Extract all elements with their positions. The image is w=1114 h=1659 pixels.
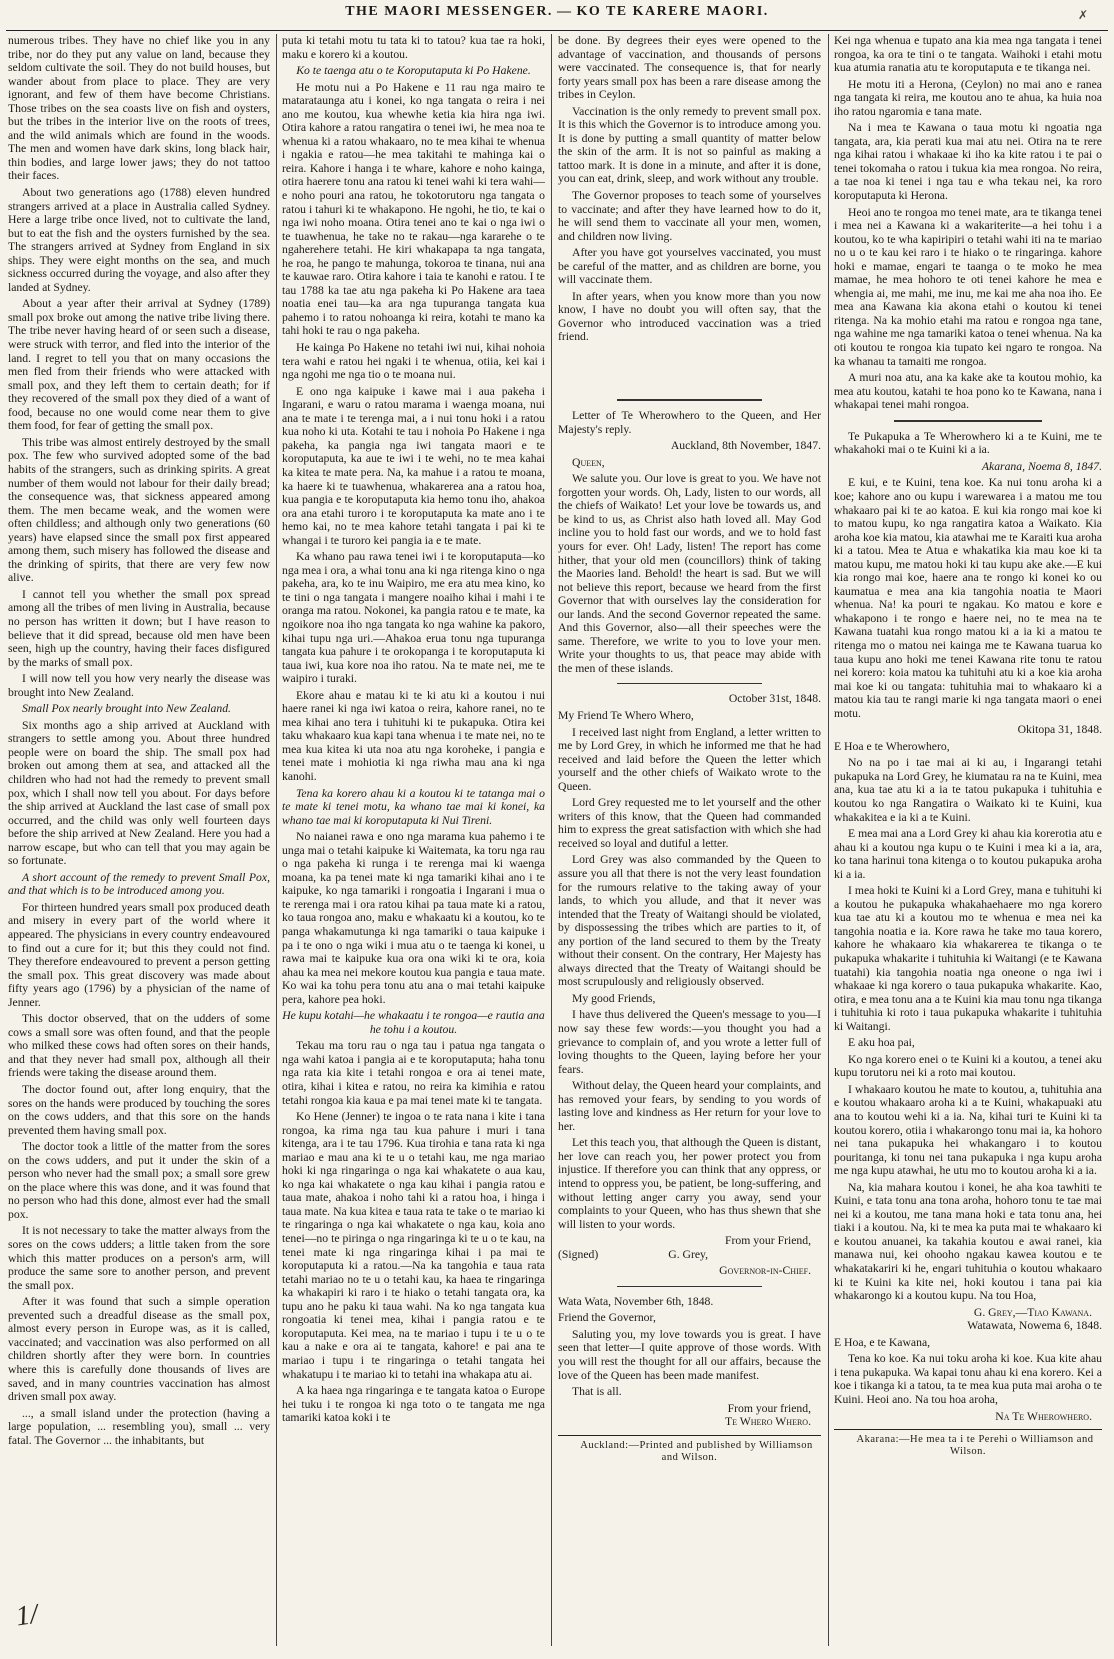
letter-date: Wata Wata, November 6th, 1848. [558,1294,714,1308]
letter-paragraph: Lord Grey requested me to let yourself and the other writers of this know, that the Queen had commanded him to express the great satisfaction with which she had received so loyal and dutiful a letter. [558,796,821,850]
article-paragraph: Heoi ano te rongoa mo tenei mate, ara te tikanga tenei i mea nei a Kawana ki a wakariterite—a hei tohu i a koutou, ko te wha kapiripiri o tetahi wahi iti na te mariao no u o te kau kei raro i te hiako o te ringaringa. kahore hoki e mamae, engari te taanga o te moko he mea mamae, he mea hohoro te oti tenei kahore he mea e whengia ai, me mahi, me inu, me kai me aha noa iho. Ee mea ana Kawana kia akona etahi o koutou ki tenei ritenga. Na ka mohio etahi ma ratou e rongoa nga tane, nga wahine me nga tamariki katoa o tenei whenua. Na ka oti koutou te rongoa kia tupato kei ngaro te rongoa. Na ka whanau ta tamaiti me rongoa. [834,205,1102,368]
section-space [558,347,821,391]
column-rule [276,34,277,1646]
article-paragraph: I will now tell you how very nearly the disease was brought into New Zealand. [8,672,270,699]
letter-paragraph: I whakaaro koutou he mate to koutou, a, tuhituhia ana e koutou whakaaro aroha ki a te Kuini, whakapuaki atu ana to koutou wehi ki a ia. Na, kihai turi te Kuini ki ta koutou korero, otiia i whakarongo tonu mai ia, ka hohoro nei tana pukapuka hei whakangaro i to koutou pouritanga, ki tonu nei tana pukapuka i nga kupu aroha me nga kupu atawhai, he utu mo to koutou aroha ki a ia. [834,1082,1102,1178]
article-paragraph: The doctor took a little of the matter from the sores on the cows udders, and put it under the skin of a person who never had the small pox; a small sore grew on the place where this was done, and it was found that no person who had this done, almost ever had the small pox. [8,1140,270,1221]
column-rule [828,34,829,1646]
article-paragraph: This doctor observed, that on the udders of some cows a small sore was often found, and that the people who milked these cows had often sores on their hands, and that they never had small pox, although all their friends were taking the disease around them. [8,1012,270,1080]
handwritten-page-number: 1/ [13,1598,40,1633]
article-paragraph: numerous tribes. They have no chief like you in any tribe, nor do they put any value on land, because they seldom cultivate the soil. They do not build houses, but wander about from place to place. They are very ignorant, and few of them have become Christians. Those tribes on the sea coasts live on fish and oysters, but the tribes in the interior live on the roots of trees, and the wild animals which are found in the woods. The men and women have dark skins, long black hair, thin bodies, and large lower jaws; they do not tattoo their faces. [8,34,270,183]
article-paragraph: He motu iti a Herona, (Ceylon) no mai ano e ranea nga tangata ki reira, me koutou ano te ahua, ka huia noa iho ratou ngaromia e tana mate. [834,77,1102,118]
letter-signer-title: Governor-in-Chief. [719,1264,811,1278]
article-paragraph: Kei nga whenua e tupato ana kia mea nga tangata i tenei rongoa, ka ora te tini o te tangata. Waihoki i etahi motu kua atumia ranatia atu te koroputaputa e te tikanga nei. [834,34,1102,75]
column-english-article [8,34,270,1646]
column-maori-letters [834,34,1102,1646]
letter-paragraph: E mea mai ana a Lord Grey ki ahau kia korerotia atu e ahau ki a koutou nga kupu o te Kuini i mea ki a ia, ara, ko tana harinui tona kitenga o to koutou pukapuka aroha ki a ia. [834,827,1102,881]
masthead-separator: — [556,4,573,19]
section-divider [617,683,762,684]
letter-paragraph: No na po i tae mai ai ki au, i Ingarangi tetahi pukapuka na Lord Grey, he kiumatau ra na te Kuini, mea ana, kua tae atu ki a ia te tatou pukapuka i tuhituhia e koutou ko nga Rangatira o Waikato ki te Kuini, kua whakakitea e ia ki a te Kuini. [834,756,1102,824]
masthead-english-title: THE MAORI MESSENGER. [345,4,553,19]
article-paragraph: In after years, when you know more than you now know, I have no doubt you will often say, that the Governor who introduced vaccination was a tried friend. [558,289,821,344]
article-paragraph: Ekore ahau e matau ki te ki atu ki a koutou i nui haere ranei ki nga iwi katoa o reira, kahore ranei, no te mea kihai ano tera i tuhituhi ki te pukapuka. Otira kei taku whakaaro kua kapi tana whenua i te mate nei, no te mea kua kitea ki uta noa atu nga koroheke, i pangia e tenei mate i mohiotia ki nga riwha mau ana ki nga kanohi. [282,688,545,783]
letter-date: October 31st, 1848. [728,692,821,706]
printer-imprint: Akarana:—He mea ta i te Perehi o Williamson and Wilson. [834,1429,1102,1458]
letter-paragraph: My good Friends, [572,991,656,1005]
article-paragraph: Ko Hene (Jenner) te ingoa o te rata nana i kite i tana rongoa, ka rima nga tau kua pahure i muri i tana kitenga, ara i te tau 1796. Kua tirohia e tana rata ki nga mariao e mau ana ki te u o tetahi kau, me nga mariao hoki ki nga ringaringa o nga kai whakatete o aua kau, ko nga kai whakatete o nga kau kihai i pangia ratou e taua mate, ahakoa i noho tahi ki a ratou hoa, i hinga i taua mate. Na kua kitea e taua rata te take o te mariao ki te ringaringa o nga kai whakatete o nga kau, koia ano tenei—no te piringa o nga ringaringa ki te u o te kau, na tenei mate ki nga ringaringa kihai i pa mai te koroputaputa ki a ratou.—Na ka tangohia e taua rata tetahi mariao no te u o tetahi kau, ka haea te ringaringa ka whakapiri ki raro i te hiako o tetahi tangata ora, ka tupu ano he paku ki taua wahi. Na ko nga tangata kua rongoatia ki tenei mea, kihai i pangia ratou e te koroputaputa. Kei mea, na te mariao i tupu i te u o te kau a nake e ora ai te tangata, kahore! e pai ana te mariao i tupu i te ringaringa o tetahi tangata hei whakatupu i te mariao ki to tetahi ina whakapa atu ai. [282,1110,545,1381]
letter-body: Tena ko koe. Ka nui toku aroha ki koe. Kua kite ahau i tena pukapuka. Wa kapai tonu ahau ki ena korero. Kei a koe i tikanga ki a tatou, ta te mea kua puta mai aroha o te Kuini. Heoi ano. Na tou hoa aroha, [834,1352,1102,1406]
letter-paragraph: Let this teach you, that although the Queen is distant, her love can reach you, her power protect you from injustice. If therefore you can think that any oppress, or intend to oppress you, be patient, be long-suffering, and without letting anger carry you away, send your complaints to your Queen, who has thus shewn that she will listen to your words. [558,1136,821,1231]
section-heading: Small Pox nearly brought into New Zealand. [22,702,231,716]
column-maori-article [282,34,545,1646]
article-paragraph: Tekau ma toru rau o nga tau i patua nga tangata o nga wahi katoa i pangia ai e te koroputaputa; haha tonu nga rata kia kite i tetahi rongoa e ora ai tenei mate, otira, kihai i kitea e ratou, no reira ka kimihia e ratou tetahi rongoa kia kaua e pa mai tenei mate ki te tangata. [282,1039,545,1107]
letter-title: Letter of Te Wherowhero to the Queen, and Her Majesty's reply. [558,409,821,436]
article-paragraph: The Governor proposes to teach some of yourselves to vaccinate; and after they have learned how to do it, he will send them to vaccinate all your men, women, and children now living. [558,189,821,243]
letter-closing: From your friend, [727,1401,811,1415]
letter-paragraph: I have thus delivered the Queen's message to you—I now say these few words:—you thought you had a grievance to complain of, and you wrote a letter full of loving thoughts to the Queen, laying before her your fears. [558,1008,821,1076]
letter-signed: (Signed) [558,1247,599,1261]
article-paragraph: Vaccination is the only remedy to prevent small pox. It is this which the Governor is to introduce among you. It is done by putting a small quantity of matter below the skin of the arm. It is not so painful as making a tattoo mark. It is done in a minute, and after it is done, you can eat, drink, sleep, and work without any trouble. [558,104,821,186]
letter-body: Saluting you, my love towards you is great. I have seen that letter—I quite approve of those words. With you will rest the thought for all our affairs, because the love of the Queen has been made manifest. [558,1327,821,1382]
section-heading: He kupu kotahi—he whakaatu i te rongoa—e rautia ana he tohu i a koutou. [282,1009,545,1036]
article-paragraph: Tena ka korero ahau ki a koutou ki te tatanga mai o te mate ki tenei motu, ka whano tae mai ki konei, ka whano tae mai ki koroputaputa ki Nui Tireni. [282,786,545,827]
letter-body: E kui, e te Kuini, tena koe. Ka nui tonu aroha ki a koe; kahore ano ou kupu i warewarea i a matou me tou whakaaro pai ki te ao katoa. E kui kia rongo mai koe ki to matou kupu, ko nga rangatira katoa a Waikato. Kia aroha koe kia matou, kia atawhai me te Karaiti kua aroha ki a tatou. Mea te Atua e whakatika kia mau koe ki ta matou kupu, me matou hoki ki tau kupu ake ake.—E kui kia rongo mai koe, haere ana te rongo ki konei ko ou kaumatua e mea ana kia tangohia noatia te Maori whenua. Na! ka pouri te ngakau. Ko matou e kore e whakapono i te rongo e haere nei, no te mea na te Kawana tuatahi kua rongo matou ki a ia ki a matou te ritenga mo o matou nei kainga me te Kawana tuarua ko taua kupu ano hoki me tenei Kawana rite tonu te ratou nei korero: koia matou ka tuhituhi atu ki a koe kia aroha mai koe ki ou tangata: tuhituhia mai to whakaaro ki a matou kia tau te rangi marie ki nga tangata maori o enei motu. [834,476,1102,720]
letter-date: Okitopa 31, 1848. [1017,723,1102,737]
article-paragraph: After it was found that such a simple operation prevented such a dreadful disease as the small pox, almost every person in Europe was, as it is called, vaccinated; and vaccination was also performed on all children shortly after they were born. In countries where this is carefully done thousands of lives are saved, and in many countries vaccination has almost driven small pox away. [8,1295,270,1404]
letter-paragraph: Ko nga korero enei o te Kuini ki a koutou, a tenei aku kupu torutoru nei ki a roto mai koutou. [834,1052,1102,1080]
article-paragraph: A ka haea nga ringaringa e te tangata katoa o Europe hei tuku i te rongoa ki nga toto o te tangata me nga tamariki katoa koki i te [282,1384,545,1425]
article-paragraph: After you have got yourselves vaccinated, you must be careful of the matter, and as children are borne, you will vaccinate them. [558,246,821,287]
letter-title: Te Pukapuka a Te Wherowhero ki a te Kuini, me te whakahoki mai o te Kuini ki a ia. [834,429,1102,457]
column-english-letters [558,34,821,1646]
article-paragraph: be done. By degrees their eyes were opened to the advantage of vaccination, and thousands of persons were vaccinated. The consequence is, that for nearly forty years small pox has been a rare disease among the tribes in Ceylon. [558,34,821,102]
article-paragraph: The doctor found out, after long enquiry, that the sores on the hands were produced by touching the sores on the cows udders, and that this sore on the hands prevented them having small pox. [8,1083,270,1137]
article-paragraph: puta ki tetahi motu tu tata ki to tatou? kua tae ra hoki, maku e korero ki a koutou. [282,34,545,61]
article-paragraph: ..., a small island under the protection (having a large population, ... resembling you), small ... very fatal. The Governor ... the inhabitants, but [8,1406,270,1447]
article-paragraph: Six months ago a ship arrived at Auckland with strangers to settle among you. About three hundred people were on board the ship. The small pox had broken out among them at sea, and attacked all the children who had not had the remedy to prevent small pox, which I shall now tell you about. For days before the ship arrived at Auckland the last case of small pox occurred, and the child was only well fourteen days before the ship arrived at New Zealand. Here you had a narrow escape, but who can tell that you may again be so fortunate. [8,718,270,868]
masthead [0,4,1114,26]
printer-imprint: Auckland:—Printed and published by Williamson and Wilson. [558,1435,821,1464]
letter-paragraph: Lord Grey was also commanded by the Queen to assure you all that there is not the very least foundation for the rumours relative to the taking away of your lands, to which you allude, and that it never was intended that the Treaty of Waitangi should be violated, by dispossessing the tribes which are parties to it, of any portion of the land secured to them by the Treaty without their consent. On the contrary, Her Majesty has always directed that the Treaty of Waitangi should be most scrupulously and religiously observed. [558,853,821,989]
letter-signer: G. Grey,—Tiao Kawana. [973,1305,1092,1319]
article-paragraph: He motu nui a Po Hakene e 11 rau nga mairo te matarataunga atu i konei, ko nga tangata o reira i nei ano me koutou, kua whewhe ketia kia hira nga iwi. Otira kahore a ratou rangatira o tenei iwi, he mea noa te whenua ki a ratou whakaaro, no te mea kihai te whenua i ngakia e ratou—he mea takitahi te mahinga kai o reira. Kahore i hanga i te whare, kahore e noho kainga, otira haerere tonu ana ratou ki tenei wahi ki tera wahi—e noho pouri ana ratou, he tokotorutoru nga tangata o ratou i tahuri ki te whakapono. He ngohi, he tio, te kai o nga iwi noho moana. Otira tenei ano te kai o nga iwi o te tuawhenua, he take no te rakau—nga kararehe o te ngaherehere tetahi. He kiri whakapapa ta nga tangata, he roa, he pango te mahunga, tokoroa te tinana, nui ana te kauwae raro. Otira kahore i taia te kanohi e ratou. I te tau 1788 ka tae atu nga pakeha ki Po Hakene ara taea noatia enei tau—ka ara nga tupuranga tangata kua pahemo i to ratou nohoanga ki reira, kotahi te mano ka tahi hoki te rau o nga pakeha. [282,80,545,338]
letter-paragraph: Na, kia mahara koutou i konei, he aha koa tawhiti te Kuini, e tata tonu ana tona aroha, hohoro tonu te tae mai nei ki a koutou, me tana mana hoki e tata tonu ana, hei tiaki i a koutou. Na, ki te mea ka puta mai te whakaaro ki e koutou anuanei, ka takahia koutou e awai ranei, kia manawa nui, kei ohooho ngakau kawea koutou e te whakatakariri ki he, engari tuhituhia o koutou whakaaro ki te Kuini ka kite nei, hoki koutou i tana pai kia whakarongo ki a koutou kupu. Na tou Hoa, [834,1180,1102,1303]
letter-body: We salute you. Our love is great to you. We have not forgotten your words. Oh, Lady, listen to our words, all the chiefs of Waikato! Let your love be towards us, and be kind to us, as Christ also hath loved all. May God incline you to hold fast our words, and we to hold fast yours for ever. Oh! Lady, listen! The report has come hither, that your old men (councillors) think of taking the Maories land. Behold! the heart is sad. But we will not believe this report, because we heard from the first Governor that with ourselves lay the consideration for our lands. And the second Governor repeated the same. And this Governor, also—all their speeches were the same. Therefore, we write to you to love your men. Write your thoughts to us, that peace may abide with the men of these islands. [558,472,821,675]
letter-closing: From your Friend, [724,1234,811,1248]
letter-closing-line: That is all. [572,1385,622,1399]
masthead-maori-title: KO TE KARERE MAORI. [576,4,769,19]
column-rule [551,34,552,1646]
letter-salutation: My Friend Te Whero Whero, [558,708,694,722]
letter-salutation: E Hoa e te Wherowhero, [834,739,950,753]
letter-paragraph: I mea hoki te Kuini ki a Lord Grey, mana e tuhituhi ki a koutou he pukapuka whakahaehaere mo nga korero kua tae atu ki a koutou mo te whenua e mea nei ka tangohia noatia e ia. Kore rawa he take mo taua korero, kahore he whakaaro kia whakarerea te tikanga o te pukapuka whakarite i tuhituhia ki Waitangi (e te Kawana tuatahi) kia tangohia noatia nga oneone o nga iwi i whakaae ki nga korero o taua pukapuka whakarite. Kao, otira, e mea tonu ana a te Kuini kia mau tonu nga tikanga i tuhituhia ki roto i taua pukapuka whakarite i tuhituhia ki Waitangi. [834,884,1102,1033]
letter-paragraph: I received last night from England, a letter written to me by Lord Grey, in which he informed me that he had received and laid before the Queen the letter which yourself and the other chiefs of Waikato wrote to the Queen. [558,725,821,793]
article-paragraph: Na i mea te Kawana o taua motu ki ngoatia nga tangata, ara, kia perati kua mai atu nei. Otira na te rere nga kihai ratou i whakaae ki iho ka kite ratou i te pai o tenei tokomaha o ratou i tukua kia mea rongoa. No reira, a tae noa ki tenei i nga tau e wha tekau nei, ka roro koroputaputa ki Herona. [834,121,1102,203]
article-paragraph: No naianei rawa e ono nga marama kua pahemo i te unga mai o tetahi kaipuke ki Waitemata, ka toru nga rau o nga pakeha ki runga i te rerenga mai ki waenga moana, ka pa tenei mate ki nga tamariki kihai ano i te kaipuke, ko nga tamariki i rongoatia i Ingarani i mua o te rerenga mai i ora ratou kihai pa taua mate ki a ratou, ko taua rongoa ano, maku e whakaatu ki a koutou, ko te panga whakamutunga ki nga tamariki o taua kaipuke i pa i te ono o nga wiki i mua atu o te taenga ki konei, u rawa mai te kaipuke kua ora ona wiki ki te ora, koia ahau ka mea nei mekore koutou kua pangia e taua mate. Ko wai ka tohu pera tonu atu ana o mai tetahi kaipuke pera, kahore pea hoki. [282,830,545,1006]
article-paragraph: I cannot tell you whether the small pox spread among all the tribes of men living in Australia, because no person has written it down; but I have reason to believe that it did spread, because old men have been seen, high up the country, having their faces disfigured by the marks of small pox. [8,587,270,669]
corner-mark: ✗ [1078,8,1089,22]
letter-paragraph: E aku hoa pai, [848,1036,915,1050]
letter-paragraph: Without delay, the Queen heard your complaints, and has removed your fears, by sending to you words of lasting love and kindness as Her return for your love to her. [558,1079,821,1133]
letter-signed-line [558,1248,821,1262]
section-divider [617,399,762,401]
section-heading: Ko te taenga atu o te Koroputaputa ki Po Hakene. [296,64,531,78]
article-paragraph: For thirteen hundred years small pox produced death and misery in every part of the world where it appeared. The physicians in every country endeavoured to find out a cure for it; but this they could not find. They therefore endeavoured to prevent a person getting the small pox. This great discovery was made about fifty years ago (1796) by a physician of the name of Jenner. [8,900,270,1009]
article-paragraph: It is not necessary to take the matter always from the sores on the cows udders; a little taken from the sore which this matter produces on a person's arm, will produce the same sore to another person, and prevent the small pox. [8,1224,270,1292]
letter-place-date: Akarana, Noema 8, 1847. [981,459,1102,473]
section-heading: A short account of the remedy to prevent Small Pox, and that which is to be introduced among you. [8,870,270,898]
letter-salutation: Friend the Governor, [558,1311,656,1325]
article-paragraph: A muri noa atu, ana ka kake ake ta koutou mohio, ka mea atu koutou, katahi te hoa pono ko te Kawana, nana i whakapai tenei mahi rongoa. [834,371,1102,412]
section-divider [894,420,1041,422]
article-paragraph: He kainga Po Hakene no tetahi iwi nui, kihai nohoia tera wahi e ratou hei ngaki i te whenua, otiia, kei kai i nga ngohi me nga tio o te moana nui. [282,341,545,382]
section-divider [617,1286,762,1287]
letter-salutation: Queen, [572,455,605,469]
article-paragraph: About a year after their arrival at Sydney (1789) small pox broke out among the native tribe living there. The tribe never having heard of or seen such a disease, were struck with terror, and fled into the interior of the land. I regret to tell you that on many occasions the men fled from their friends who were attacked with small pox, and they left them to certain death; for if they recovered of the small pox they died of a want of food, because no one would come near them to give them food, for fear of getting the small pox. [8,297,270,433]
letter-place-date: Auckland, 8th November, 1847. [670,439,821,453]
letter-signer: G. Grey, [668,1247,709,1261]
article-paragraph: About two generations ago (1788) eleven hundred strangers arrived at a place in Australia called Sydney. Here a large tribe once lived, not to cultivate the land, but to eat the fish and the oysters furnished by the sea. The strangers arrived at Sydney from England in six ships. They were eight months on the sea, and much sickness occurred during the voyage, and also after they landed at Sydney. [8,186,270,294]
article-paragraph: This tribe was almost entirely destroyed by the small pox. The few who survived adopted some of the bad habits of the strangers, such as drinking spirits. A great number of them would not labour for their daily bread; the consequence was, that sickness appeared among them. The men became weak, and the women were often childless; and although only two generations (60 years) have elapsed since the small pox first appeared among them, such misery has followed the disease and the drinking of spirits, that there are very few now alive. [8,435,270,585]
letter-date: Watawata, Nowema 6, 1848. [967,1319,1102,1333]
article-paragraph: Ka whano pau rawa tenei iwi i te koroputaputa—ko nga mea i ora, a whai tonu ana ki nga ritenga kino o nga pakeha, ara, ko te inu Waipiro, me era atu mea kino, ko te tini o nga tangata i mangere noaiho kihai i mahi i te oranga ma ratou. Nokonei, ka pangia ratou e te mate, ka ngoikore noa iho nga tangata ko nga wahine ka pakoro, kihai tupu nga uri.—Ahakoa erua tonu nga tupuranga tangata kua pahure i te orokopanga i te koroputaputa ki taua iwi, kua kore noa iho ratou. Na te mate nei, me te waipiro i turaki. [282,550,545,686]
letter-signer: Te Whero Whero. [725,1415,811,1429]
masthead-rule [6,30,1108,31]
letter-signer: Na Te Wherowhero. [995,1409,1092,1423]
letter-salutation: E Hoa, e te Kawana, [834,1335,931,1349]
article-paragraph: E ono nga kaipuke i kawe mai i aua pakeha i Ingarani, e waru o ratou marama i waenga moana, nui ana te mate i te terenga mai, a i nui tonu hoki i a ratou kua noho ki uta. Kotahi te tau i nohoia Po Hakene i nga pakeha, ka pangia nga iwi tangata maori e te koroputaputa, ka aue te iwi i te wehi, no te mea kahai ka kitea te mate pera. Na, ka mahue i a ratou te moana, ka haere ki te tuawhenua, whakarerea ana a ratou hoa, kua pangia e te koroputaputa kia hemo tonu iho, ahakoa ora ana etahi turoro i te koroputaputa ka mate ano i te hemo kai, no te mea kahore tetahi tangata i pai ki te whangai i te turoro kei pangia ia e te mate. [282,384,545,547]
